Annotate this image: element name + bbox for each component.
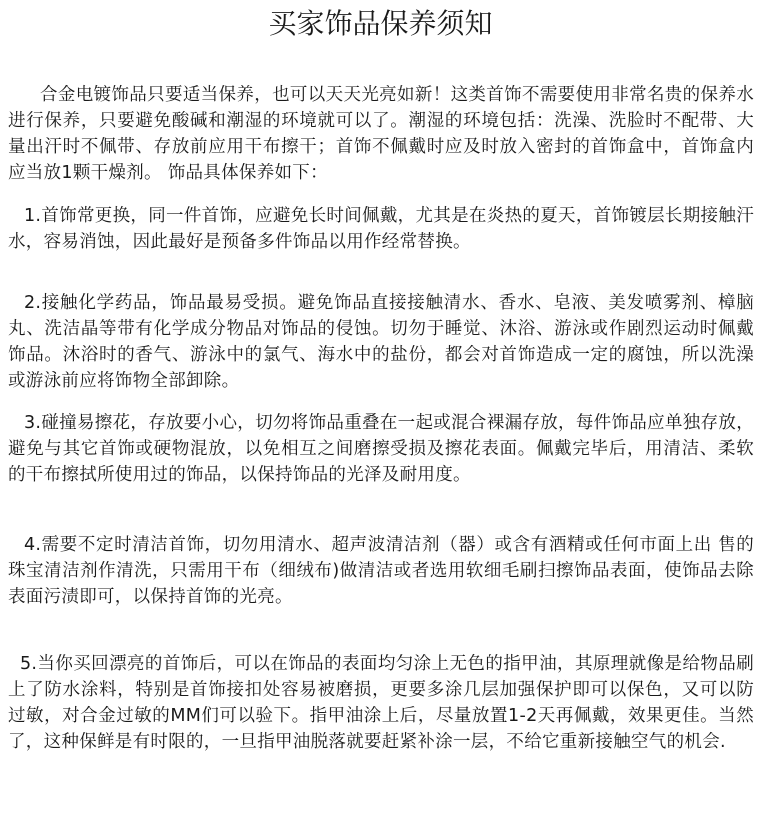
- tip-3-paragraph: 3.碰撞易擦花，存放要小心，切勿将饰品重叠在一起或混合裸漏存放，每件饰品应单独存放，避免与其它首饰或硬物混放，以免相互之间磨擦受损及擦花表面。佩戴完毕后，用清洁、柔软的干布擦拭所使用过的饰品，以保持饰品的光泽及耐用度。: [8, 413, 754, 485]
- page-title: 买家饰品保养须知: [268, 7, 493, 40]
- tip-1-paragraph: 1.首饰常更换，同一件首饰，应避免长时间佩戴，尤其是在炎热的夏天，首饰镀层长期接触汗水，容易消蚀，因此最好是预备多件饰品以用作经常替换。: [8, 206, 754, 252]
- intro-paragraph: 合金电镀饰品只要适当保养，也可以天天光亮如新！这类首饰不需要使用非常名贵的保养水进行保养，只要避免酸碱和潮湿的环境就可以了。潮湿的环境包括：洗澡、洗脸时不配带、大量出汗时不佩带、存放前应用干布擦干；首饰不佩戴时应及时放入密封的首饰盒中，首饰盒内应当放1颗干燥剂。 饰品具体保养如下：: [8, 85, 754, 183]
- tip-2-paragraph: 2.接触化学药品，饰品最易受损。避免饰品直接接触清水、香水、皂液、美发喷雾剂、樟脑丸、洗洁晶等带有化学成分物品对饰品的侵蚀。切勿于睡觉、沐浴、游泳或作剧烈运动时佩戴饰品。沐浴时的香气、游泳中的氯气、海水中的盐份，都会对首饰造成一定的腐蚀，所以洗澡或游泳前应将饰物全部卸除。: [8, 293, 754, 391]
- tip-4-paragraph: 4.需要不定时清洁首饰，切勿用清水、超声波清洁剂（器）或含有酒精或任何市面上出 售的珠宝清洁剂作清洗，只需用干布（细绒布)做清洁或者选用软细毛刷扫擦饰品表面，使饰品去除表面污渍即可，以保持首饰的光亮。: [8, 535, 754, 607]
- tip-5-paragraph: 5.当你买回漂亮的首饰后，可以在饰品的表面均匀涂上无色的指甲油，其原理就像是给物品刷上了防水涂料，特别是首饰接扣处容易被磨损，更要多涂几层加强保护即可以保色，又可以防过敏，对合金过敏的MM们可以验下。指甲油涂上后，尽量放置1-2天再佩戴，效果更佳。当然了，这种保鲜是有时限的，一旦指甲油脱落就要赶紧补涂一层，不给它重新接触空气的机会.: [8, 654, 754, 752]
